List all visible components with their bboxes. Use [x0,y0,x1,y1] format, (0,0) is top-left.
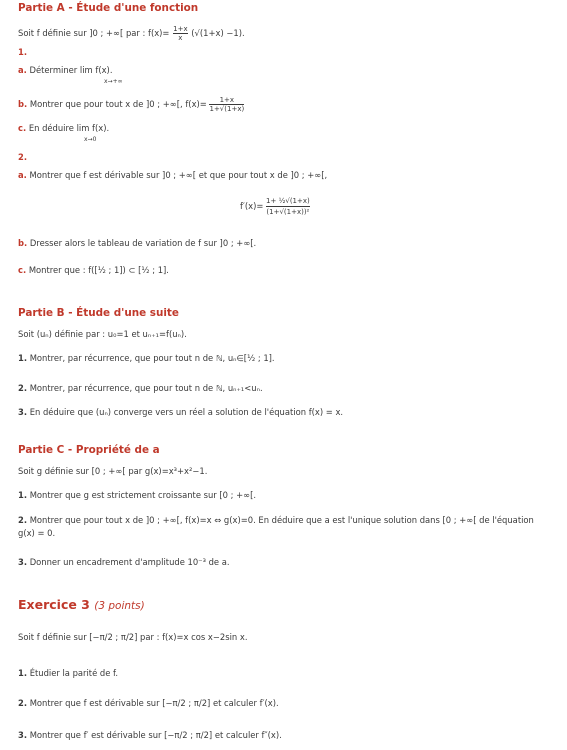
partA-q1a-limit-sub: x→+∞ [104,78,123,85]
partB-q3 [18,407,343,417]
derivative-label: f′(x)= [240,201,264,211]
partC-title: Partie C - Propriété de a [18,444,160,456]
item-text: Montrer que g est strictement croissante sur [0 ; +∞[. [29,490,257,500]
partB-q1 [18,353,275,363]
item-number: 3. [18,557,28,567]
item-number: 3. [18,730,28,740]
partC-q1 [18,490,256,500]
fraction-numerator: 1+ ½√(1+x) [266,197,310,205]
exercise3-q3 [18,730,282,740]
exercise3-q2 [18,698,279,708]
item-text: Montrer que pour tout x de ]0 ; +∞[, f(x)= [29,99,207,109]
partA-title: Partie A - Étude d'une fonction [18,2,199,14]
item-number: 1. [18,668,28,678]
item-text: Étudier la parité de f. [29,668,119,678]
fraction-denominator: x [178,34,183,42]
fraction-numerator: 1+x [173,25,188,33]
item-number: 2. [18,383,28,393]
exercise-points: (3 points) [94,600,145,612]
fraction-denominator: 1+√(1+x) [209,105,245,113]
partC-definition: Soit g définie sur [0 ; +∞[ par g(x)=x³+x²−1. [18,466,208,476]
partA-q2a-fraction [266,196,310,217]
fraction-numerator: 1+x [209,96,244,105]
exercise3-title [18,598,145,613]
item-text: Montrer que f′ est dérivable sur [−π/2 ; π/2] et calculer f″(x). [29,730,282,740]
partB-q2 [18,383,263,393]
item-text: Montrer que : f([½ ; 1]) ⊂ [½ ; 1]. [28,265,169,275]
item-label: c. [18,265,27,275]
partA-q2c [18,265,169,275]
item-number: 1. [18,353,28,363]
partA-q2a [18,170,327,180]
exercise-title-text: Exercice 3 [18,597,90,612]
item-text: Montrer que pour tout x de ]0 ; +∞[, f(x)=x ⇔ g(x)=0. En déduire que a est l'unique solution dans [0 ; +∞[ de l'équation g(x) = 0. [18,515,534,538]
partA-def-tail: (√(1+x) −1). [191,28,245,38]
item-text: Dresser alors le tableau de variation de f sur ]0 ; +∞[. [29,238,257,248]
partC-q2 [18,514,540,540]
item-label: a. [18,170,27,180]
item-text: Montrer que f est dérivable sur ]0 ; +∞[ et que pour tout x de ]0 ; +∞[, [29,170,328,180]
partA-q2b [18,238,256,248]
item-number: 1. [18,490,28,500]
partB-definition: Soit (uₙ) définie par : u₀=1 et uₙ₊₁=f(uₙ). [18,329,187,339]
item-text: Montrer, par récurrence, que pour tout n de ℕ, uₙ∈[½ ; 1]. [29,353,275,363]
item-label: b. [18,238,28,248]
item-label: b. [18,99,28,109]
item-text: Déterminer lim f(x). [29,65,113,75]
exercise3-q1 [18,668,118,678]
partA-def-text: Soit f définie sur ]0 ; +∞[ par : f(x)= [18,28,170,38]
partA-q1c-limit-sub: x→0 [84,136,97,143]
item-text: Montrer que f est dérivable sur [−π/2 ; π/2] et calculer f′(x). [29,698,279,708]
partA-def-fraction [173,25,187,42]
partA-q1b [18,96,244,113]
item-text: Montrer, par récurrence, que pour tout n de ℕ, uₙ₊₁<uₙ. [29,383,263,393]
item-number: 2. [18,515,28,525]
item-label: c. [18,123,27,133]
fraction-denominator: (1+√(1+x))² [266,208,310,216]
partA-q1c [18,123,109,133]
exercise3-definition: Soit f définie sur [−π/2 ; π/2] par : f(x)=x cos x−2sin x. [18,632,248,642]
item-text: En déduire lim f(x). [28,123,110,133]
item-text: En déduire que (uₙ) converge vers un réel a solution de l'équation f(x) = x. [29,407,344,417]
item-label: a. [18,65,27,75]
partC-q3 [18,557,230,567]
partA-q1b-fraction [209,96,244,113]
partA-q2a-derivative [240,196,310,217]
partA-q2-number: 2. [18,152,28,162]
partA-q1a [18,65,112,75]
partB-title: Partie B - Étude d'une suite [18,307,179,319]
partA-definition [18,25,245,42]
item-number: 2. [18,698,28,708]
item-text: Donner un encadrement d'amplitude 10⁻³ de a. [29,557,230,567]
partA-q1-number: 1. [18,47,28,57]
item-number: 3. [18,407,28,417]
